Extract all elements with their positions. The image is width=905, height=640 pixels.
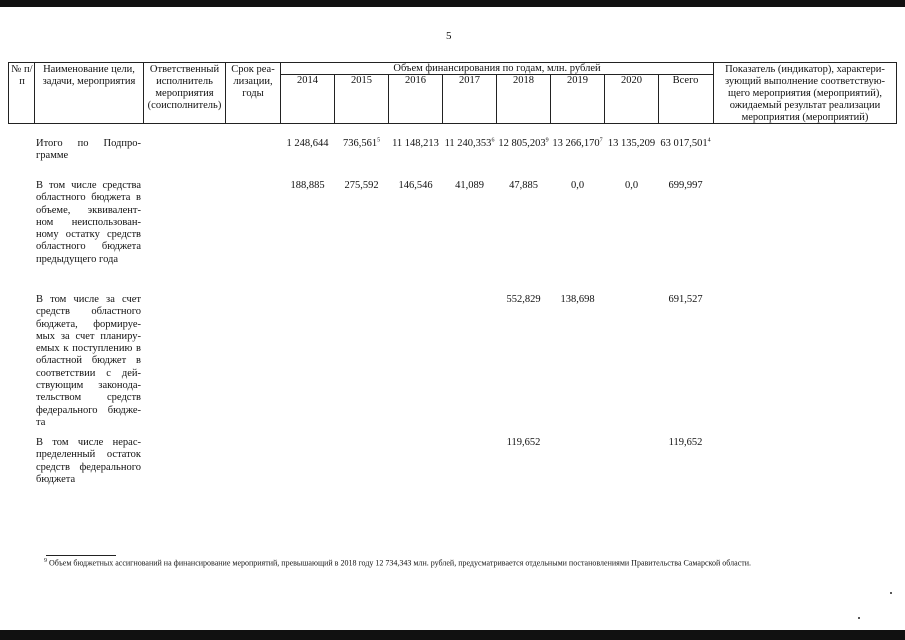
table-cell: 0,0 — [624, 180, 639, 191]
year-header: 2020 — [621, 75, 642, 86]
page-number: 5 — [446, 30, 452, 42]
table-cell-total: 699,997 — [668, 180, 703, 191]
header-name: Наименование цели, задачи, мероприятия — [42, 64, 136, 87]
header-term: Срок реа-лизации, годы — [231, 64, 275, 99]
year-header-total: Всего — [672, 75, 699, 86]
table-cell: 13 266,170$^7$ — [552, 137, 603, 149]
row-label-subprogram-total: Итого по Подпро-грамме — [36, 138, 141, 162]
table-cell: 11 240,353$^6$ — [444, 137, 495, 149]
table-cell: 736,561$^5$ — [342, 137, 381, 149]
table-cell: 275,592 — [344, 180, 379, 191]
row-label-regional-carryover: В том числе средства областного бюджета в объеме, эквивалент-ном неиспользован-ному остатку средств областного бюджета предыдущего года — [36, 180, 141, 265]
year-header: 2015 — [351, 75, 372, 86]
year-header: 2016 — [405, 75, 426, 86]
header-indicator: Показатель (индикатор), характери-зующий выполнение соответствую-щего мероприятия (мероприятий), ожидаемый результат реализации мероприятия (мероприятий) — [724, 64, 886, 123]
year-header: 2017 — [459, 75, 480, 86]
scan-speck — [890, 592, 892, 594]
table-cell: 47,885 — [509, 180, 538, 191]
scan-speck — [858, 617, 860, 619]
year-header: 2019 — [567, 75, 588, 86]
footnote-mark: 9 — [44, 558, 47, 564]
table-cell-total: 63 017,501$^4$ — [660, 137, 711, 149]
table-cell: 552,829 — [506, 294, 541, 305]
table-cell: 119,652 — [506, 437, 541, 448]
row-label-federal-unallocated: В том числе нерас-пределенный остаток средств федерального бюджета — [36, 437, 141, 485]
year-header: 2014 — [297, 75, 318, 86]
table-cell: 0,0 — [570, 180, 585, 191]
table-cell: 188,885 — [290, 180, 325, 191]
table-cell: 138,698 — [560, 294, 595, 305]
scan-border-top — [0, 0, 905, 7]
table-cell: 41,089 — [455, 180, 484, 191]
year-header: 2018 — [513, 75, 534, 86]
table-cell: 146,546 — [398, 180, 433, 191]
table-cell-total: 691,527 — [668, 294, 703, 305]
footnote-text: Объем бюджетных ассигнований на финансирование мероприятий, превышающий в 2018 году 12 734,343 млн. рублей, предусматривается отдельными постановлениями Правительства Самарской области. — [49, 558, 752, 568]
table-cell: 11 148,213 — [392, 138, 439, 149]
table-cell: 1 248,644 — [286, 138, 329, 149]
table-cell: 12 805,203$^9$ — [498, 137, 549, 149]
footnote-rule — [46, 555, 116, 556]
header-funding: Объем финансирования по годам, млн. рублей — [393, 63, 601, 74]
table-cell-total: 119,652 — [668, 437, 703, 448]
table-cell: 13 135,209 — [607, 138, 656, 149]
scan-border-bottom — [0, 630, 905, 640]
header-responsible: Ответственный исполнитель мероприятия (соисполнитель) — [147, 64, 222, 111]
row-label-federal-planned: В том числе за счет средств областного бюджета, формируе-мых за счет планиру-емых к поступлению в областной бюджет в соответствии с дей-ствующим законода-тельством средств федерального бюдже-та — [36, 294, 141, 428]
header-number: № п/п — [11, 64, 33, 87]
footnote — [44, 558, 751, 568]
